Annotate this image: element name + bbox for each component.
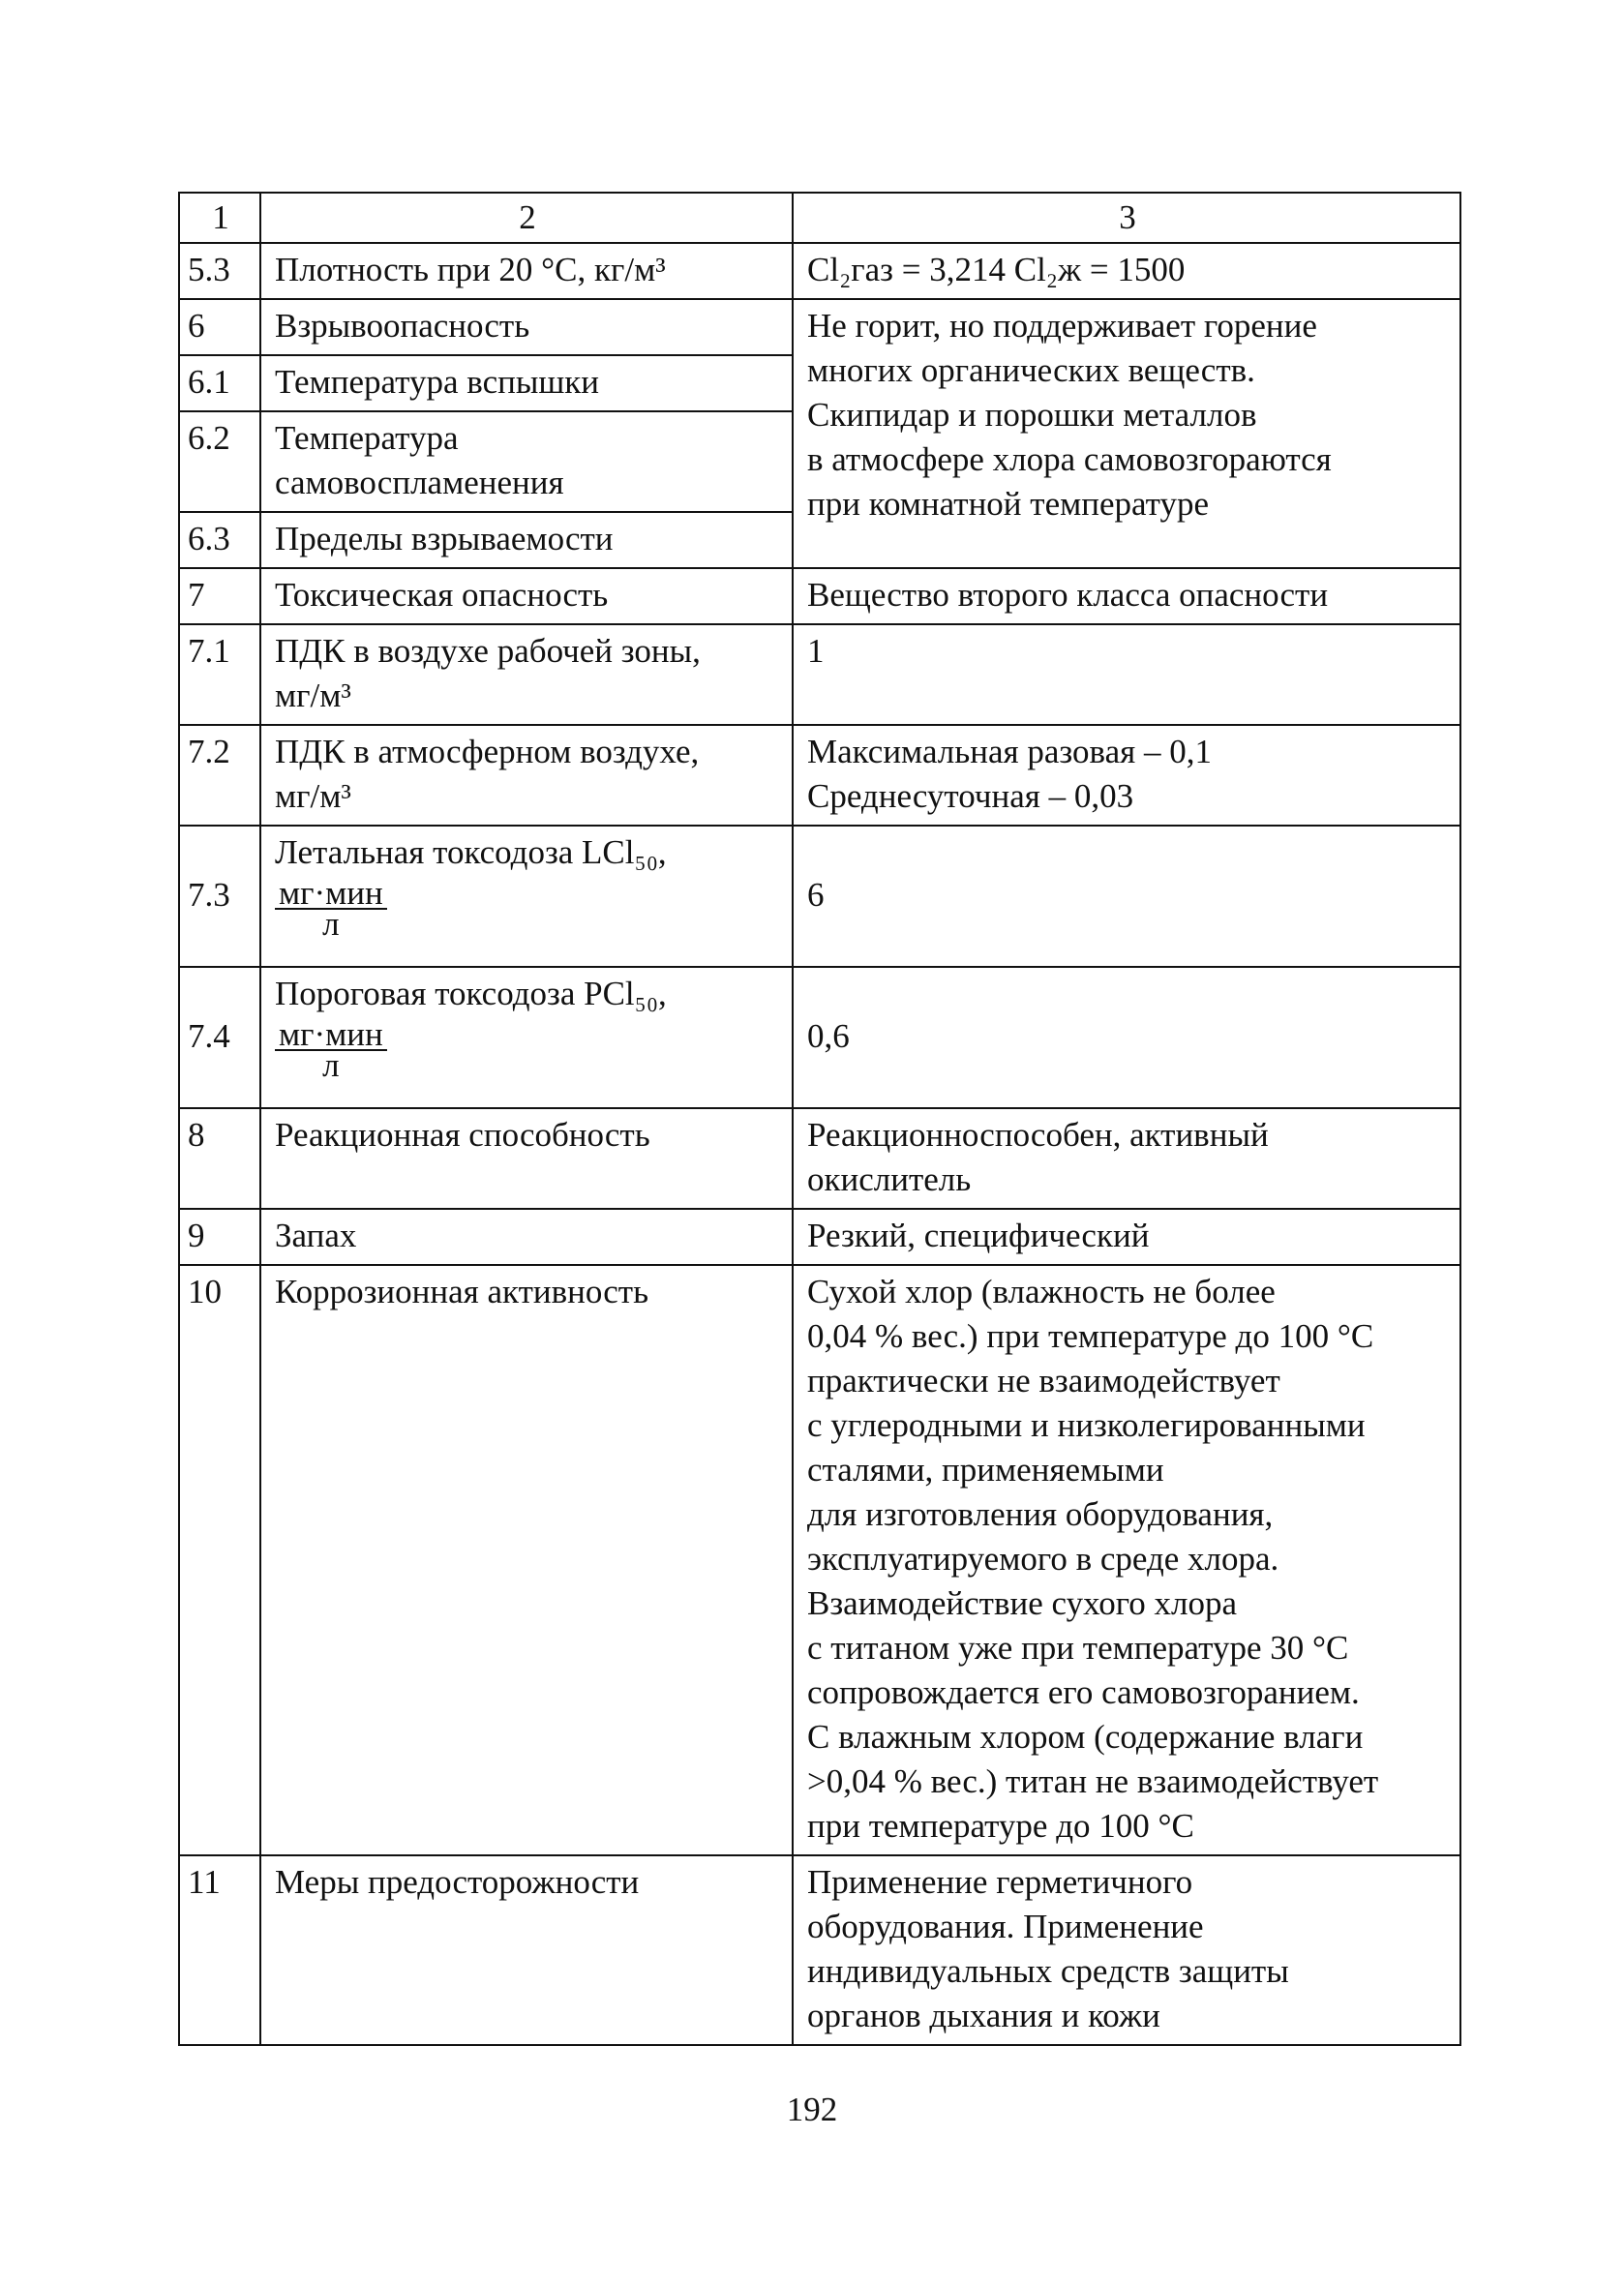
property-name: Токсическая опасность (260, 568, 793, 624)
property-name (260, 967, 793, 1108)
value-line: при температуре до 100 °С (807, 1807, 1194, 1845)
value-line: 0,04 % вес.) при температуре до 100 °С (807, 1317, 1374, 1355)
property-value: 6 (793, 826, 1460, 967)
table-row (179, 725, 1460, 826)
property-name (260, 826, 793, 967)
property-value: Cl₂газ = 3,214 Cl₂ж = 1500 (793, 243, 1460, 299)
property-name: Запах (260, 1209, 793, 1265)
header-col-3: 3 (793, 193, 1460, 243)
header-col-1: 1 (179, 193, 260, 243)
value-line: сопровождается его самовозгоранием. (807, 1673, 1360, 1711)
table-row (179, 568, 1460, 624)
row-number: 5.3 (179, 243, 260, 299)
property-name: Коррозионная активность (260, 1265, 793, 1855)
property-name (260, 624, 793, 725)
property-value: 1 (793, 624, 1460, 725)
property-name (260, 411, 793, 512)
table-row (179, 1209, 1460, 1265)
header-col-2: 2 (260, 193, 793, 243)
row-number: 6.3 (179, 512, 260, 568)
name-line: ПДК в воздухе рабочей зоны, (275, 632, 701, 670)
unit-numerator: мг·мин (275, 879, 387, 910)
property-value (793, 1265, 1460, 1855)
value-line: Скипидар и порошки металлов (807, 396, 1257, 434)
table-row (179, 967, 1460, 1108)
row-number: 6.2 (179, 411, 260, 512)
property-name: Взрывоопасность (260, 299, 793, 355)
row-number: 7.2 (179, 725, 260, 826)
value-line: Не горит, но поддерживает горение (807, 307, 1317, 345)
name-line: мг/м³ (275, 777, 351, 815)
page-number: 192 (786, 2091, 838, 2128)
value-line: Среднесуточная – 0,03 (807, 777, 1134, 815)
property-value-merged (793, 299, 1460, 568)
value-line: многих органических веществ. (807, 351, 1255, 389)
table-row (179, 243, 1460, 299)
table-row (179, 826, 1460, 967)
row-number: 7 (179, 568, 260, 624)
name-line: Температура (275, 419, 459, 457)
unit-fraction (275, 1015, 387, 1084)
value-line: индивидуальных средств защиты (807, 1952, 1289, 1990)
row-number: 6 (179, 299, 260, 355)
property-name (260, 725, 793, 826)
row-number: 7.1 (179, 624, 260, 725)
value-line: сталями, применяемыми (807, 1451, 1164, 1489)
properties-table (178, 192, 1461, 2046)
value-line: Сухой хлор (влажность не более (807, 1273, 1276, 1310)
name-line: самовоспламенения (275, 464, 564, 501)
property-value (793, 1108, 1460, 1209)
row-number: 6.1 (179, 355, 260, 411)
table-row (179, 299, 1460, 355)
value-line: оборудования. Применение (807, 1908, 1204, 1945)
unit-denominator: л (322, 905, 340, 943)
value-line: Применение герметичного (807, 1863, 1193, 1901)
value-line: >0,04 % вес.) титан не взаимодействует (807, 1762, 1379, 1800)
table-row (179, 624, 1460, 725)
value-line: практически не взаимодействует (807, 1362, 1280, 1399)
property-value: Резкий, специфический (793, 1209, 1460, 1265)
property-value: 0,6 (793, 967, 1460, 1108)
value-line: эксплуатируемого в среде хлора. (807, 1540, 1279, 1578)
property-name: Температура вспышки (260, 355, 793, 411)
name-line: Летальная токсодоза LCl₅₀, (275, 833, 667, 871)
property-value: Вещество второго класса опасности (793, 568, 1460, 624)
value-line: С влажным хлором (содержание влаги (807, 1718, 1364, 1756)
value-line: в атмосфере хлора самовозгораются (807, 440, 1332, 478)
row-number: 11 (179, 1855, 260, 2045)
property-name: Меры предосторожности (260, 1855, 793, 2045)
unit-fraction (275, 874, 387, 943)
row-number: 8 (179, 1108, 260, 1209)
value-line: для изготовления оборудования, (807, 1495, 1274, 1533)
value-line: Взаимодействие сухого хлора (807, 1584, 1237, 1622)
row-number: 9 (179, 1209, 260, 1265)
table-header-row (179, 193, 1460, 243)
name-line: мг/м³ (275, 677, 351, 714)
property-name: Реакционная способность (260, 1108, 793, 1209)
table-row (179, 1265, 1460, 1855)
property-value (793, 1855, 1460, 2045)
value-line: с титаном уже при температуре 30 °С (807, 1629, 1349, 1667)
row-number: 10 (179, 1265, 260, 1855)
row-number: 7.3 (179, 826, 260, 967)
property-value (793, 725, 1460, 826)
value-line: органов дыхания и кожи (807, 1997, 1160, 2034)
value-line: Реакционноспособен, активный (807, 1116, 1269, 1154)
row-number: 7.4 (179, 967, 260, 1108)
property-name: Плотность при 20 °С, кг/м³ (260, 243, 793, 299)
table-row (179, 1108, 1460, 1209)
value-line: с углеродными и низколегированными (807, 1406, 1366, 1444)
unit-numerator: мг·мин (275, 1020, 387, 1051)
property-name: Пределы взрываемости (260, 512, 793, 568)
value-line: окислитель (807, 1160, 972, 1198)
name-line: Пороговая токсодоза PCl₅₀, (275, 975, 667, 1012)
value-line: Максимальная разовая – 0,1 (807, 733, 1212, 770)
value-line: при комнатной температуре (807, 485, 1210, 523)
name-line: ПДК в атмосферном воздухе, (275, 733, 700, 770)
table-row (179, 1855, 1460, 2045)
unit-denominator: л (322, 1046, 340, 1084)
